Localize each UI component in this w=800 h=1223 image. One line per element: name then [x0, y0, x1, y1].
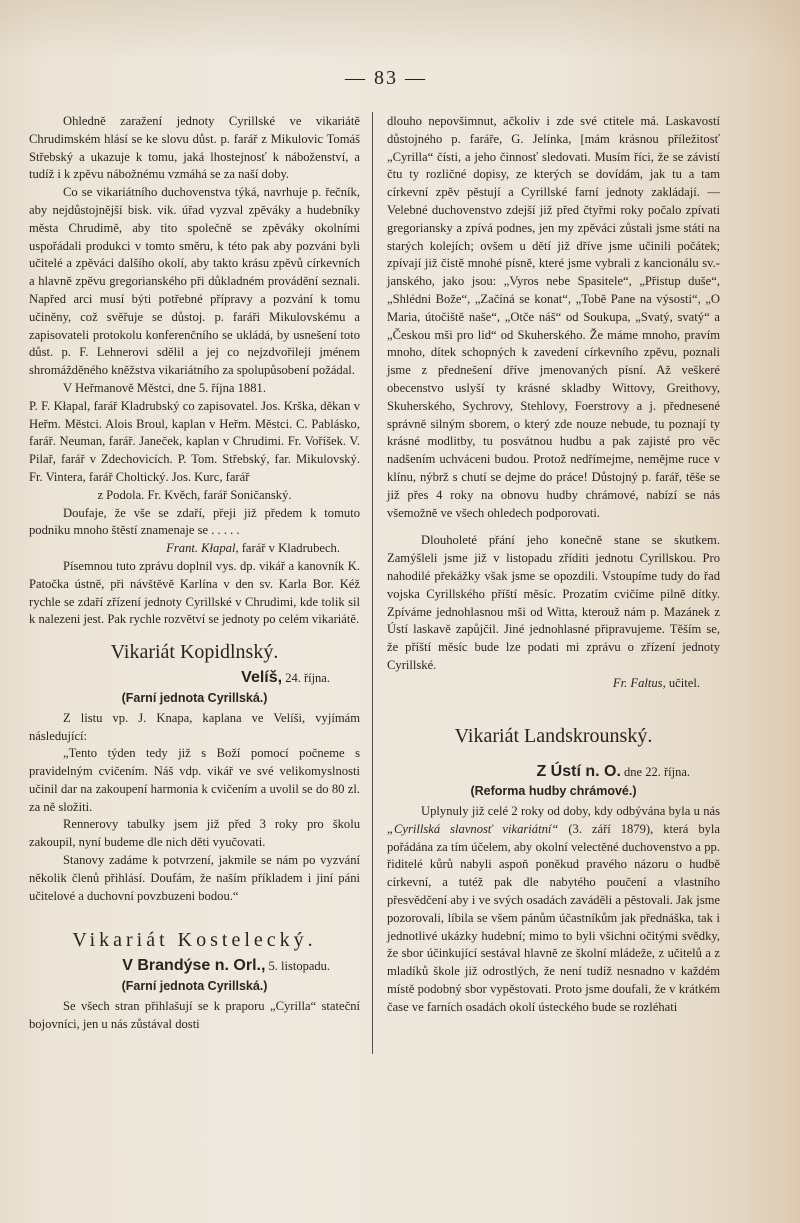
dateline-place: Velíš,	[241, 669, 283, 687]
section-dateline	[29, 957, 360, 976]
paragraph: „Tento týden tedy již s Boží pomocí počneme s pravidelným cvičením. Náš vdp. vikář ve své velikomyslnosti učinil dar na zakoupení harmonia k cvičením a uvolil se do 80 zl. za ně složiti.	[29, 746, 360, 814]
paragraph: Doufaje, že vše se zdaří, přeji již předem k tomuto podniku mnoho štěstí znamenaje se . . . . .	[29, 505, 360, 538]
section-heading: Vikariát Kopidlnský.	[110, 641, 279, 664]
left-column	[29, 113, 360, 1034]
paragraph: Písemnou tuto zprávu doplnil vys. dp. vikář a kanovník K. Patočka ústně, při návštěvě Karlína v den sv. Karla Bor. Kéž rychle se zdaří zřízení jednoty Cyrillské v Chrudimi, kde tolik sil k nalezeni jest. Pak rychle rozvětví se jednoty po celém vikariátě.	[29, 558, 360, 627]
signature	[29, 540, 360, 558]
paragraph: Co se vikariátního duchovenstva týká, navrhuje p. řečník, aby nejdůstojnější bisk. vik. úřad vyzval zpěváky a hudebníky města Chrudimě, aby tito společně se zpěváky okolními uspořádali produkci v tomto směru, k této pak aby pozváni byli učitelé a zpěváci dalšího okolí, aby takto krásu zpěvů církevních a hlavně zpěvu gregorianského při důkladném provádění seznali. Napřed arci musí býti potřebné přípravy a pozvání k tomu učiněny, což svěřuje se důstoj. p. faráři Mikulovskému a zapisovateli protokolu konferenčního se ukládá, by usnešení toto důst. p. F. Lehnerovi sdělil a jej co nejzdvořileji jménem shromážděného kněžstva vikariátního za spolupůsobení požádal.	[29, 185, 360, 378]
signatories-paragraph: P. F. Kłapal, farář Kladrubský co zapisovatel. Jos. Krška, děkan v Heřm. Městci. Alois Broul, kaplan v Heřm. Městci. C. Pablásko, farář. Neuman, farář. Janeček, kaplan v Chrudimi. Fr. Voříšek. V. Pilař, farář v Zdechovicích. P. Tom. Střebský, far. Mikulovský. Fr. Vintera, farář Choltický. Jos. Kurc, farář	[29, 398, 360, 484]
dateline-date: 5. listopadu.	[265, 959, 330, 974]
paragraph	[387, 803, 720, 1017]
dateline-date: dne 22. října.	[620, 764, 690, 779]
page-top-shadow	[0, 0, 800, 60]
signatories-last-line: z Podola. Fr. Kvěch, farář Soničanský.	[97, 487, 292, 502]
signature	[387, 675, 720, 693]
section-subheading: (Reforma hudby chrámové.)	[470, 784, 637, 799]
signature-name: Frant. Kłapal,	[166, 541, 239, 556]
signature-name: Fr. Faltus,	[612, 675, 666, 690]
section-subheading: (Farní jednota Cyrillská.)	[121, 690, 268, 705]
event-title: „Cyrillská slavnosť vikariátní“	[387, 821, 559, 836]
section-heading: Vikariát Landskrounský.	[454, 724, 653, 747]
paragraph-text: Uplynuly již celé 2 roky od doby, kdy odbývána byla u nás	[421, 804, 720, 819]
dateline-place: Z Ústí n. O.	[536, 762, 621, 780]
column-divider	[372, 112, 373, 1054]
section-dateline	[387, 763, 720, 782]
paragraph: Se všech stran přihlašují se k praporu „Cyrilla“ stateční bojovníci, jen u nás zůstával dosti	[29, 999, 360, 1031]
signature-role: učitel.	[665, 675, 700, 690]
paragraph: Ohledně zaražení jednoty Cyrillské ve vikariátě Chrudimském hlásí se ke slovu důst. p. farář z Mikulovic Tomáš Střebský a ukazuje k tomu, jaká lhostejnosť k náboženství, a tudíž i k zpěvu nábožnému vzmáhá se za naší doby.	[29, 114, 360, 182]
right-column	[387, 113, 720, 1017]
paragraph: Dlouholeté přání jeho konečně stane se skutkem. Zamýšleli jsme již v listopadu zříditi jednotu Cyrillskou. Pro nahodilé překážky však jsme se opozdili. Vstoupíme tudy do řad vojska Cyrillského příští měsíc. Prozatím cvičíme pilně dítky. Zpíváme jednohlasnou mši od Witta, kterouž nám p. Mazánek z Ústí laskavě zapůjčil. Jiné jednohlasné připravujeme. Těším se, že příští měsíc bude lze podati mi zprávu o zřízení jednoty Cyrillské.	[387, 533, 720, 672]
page-number: — 83 —	[345, 67, 427, 89]
section-dateline	[29, 669, 360, 688]
paragraph: dlouho nepovšimnut, ačkoliv i zde své ctitele má. Laskavostí důstojného p. faráře, G. Jelínka, [mám krásnou příležitosť „Cyrilla“ čísti, a jeho činnosť sledovati. Musím říci, že se závistí čtu ty rozličné dopisy, ze kterých se dovídám, jak tu a tam církevní zpěv pěstují a Cyrillské farní jednoty zakládají. — Velebné duchovenstvo zdejší již před čtyřmi roky počalo zpívati gregoriansky a zpívá podnes, jen my zpěváci zůstali jsme státi na starých kolejích; ovšem u dětí již dříve jsme učinili počátek; zpívají již čistě mnohé písně, které jsme vybrali z kancionálu sv.-janského, jako jsou: „Vyros nebe Spasitele“, „Přistup duše“, „Shlédni Bože“, „Začíná se konat“, „Tobě Pane na výsosti“, „O Maria, útočiště naše“, „Otče náš“ od Soukupa, „Svatý, svatý“ a „Českou mši pro lid“ od Skuherského. Že máme mnoho, pravím mnoho, dítek schopných k zavedení církevního zpěvu, poznali jsme z přednešení dříve jmenovaných písní. Až veškeré obecenstvo uslyší ty krásné skladby Wittovy, Greithovy, Skuherského, Sychrovy, Stehlovy, Foerstrovy a j. přednesené správně silným sborem, o který zde nouze nebude, tu poznají ty krásné modlitby, tu posvátnou hudbu a pak zajisté pro věc nadšením uchváceni budou. Protož nedřímejme, nemějme ruce v klínu, nýbrž s chutí se dejme do práce! Důstojný p. farář, těše se již přes 4 roky na obnovu hudby chrámové, nabízí se nás všemožně ve všech ohledech podporovati.	[387, 114, 720, 520]
dateline-paragraph: V Heřmanově Městci, dne 5. října 1881.	[63, 380, 266, 395]
paragraph: Rennerovy tabulky jsem již před 3 roky pro školu zakoupil, nyní budeme dle nich děti vyučovati.	[29, 817, 360, 850]
paragraph: Stanovy zadáme k potvrzení, jakmile se nám po vyzvání několik členů přihlásí. Doufám, že naším příkladem i jiní páni učitelové a duchovní povzbuzeni bodou.“	[29, 853, 360, 903]
section-heading: Vikariát Kostelecký.	[72, 929, 317, 952]
signature-role: farář v Kladrubech.	[238, 541, 340, 556]
dateline-date: 24. října.	[282, 671, 330, 686]
paragraph: Z listu vp. J. Knapa, kaplana ve Velíši, vyjímám následující:	[29, 710, 360, 743]
paragraph-text: (3. září 1879), která byla pořádána za tím účelem, aby okolní velectěné duchovenstvo a pp. řiditelé kůrů nabyli aspoň poněkud pravého názoru o hudbě církevní, a tutéž pak dle nabytého poučení a vlastního přesvědčení aby i ve svých osadách zaváděli a pěstovali. Jak jsme pozorovali, líbila se všem pánům účastníkům jak přednáška, tak i jednotlivé ukázky hudební; mimo to byli všichni očitými svědky, že sbor účinkující sestával hlavně ze školní mládeže, z učitelů a z mladíků škole již odrostlých, že není tudíž nesnadno v každém místě podobný sbor vypěstovati. Proto jsme doufali, že v krátkém čase ve farních osadách okolí ústeckého bude se rozléhati	[387, 821, 721, 1014]
dateline-place: V Brandýse n. Orl.,	[122, 957, 266, 975]
section-subheading: (Farní jednota Cyrillská.)	[121, 979, 268, 994]
